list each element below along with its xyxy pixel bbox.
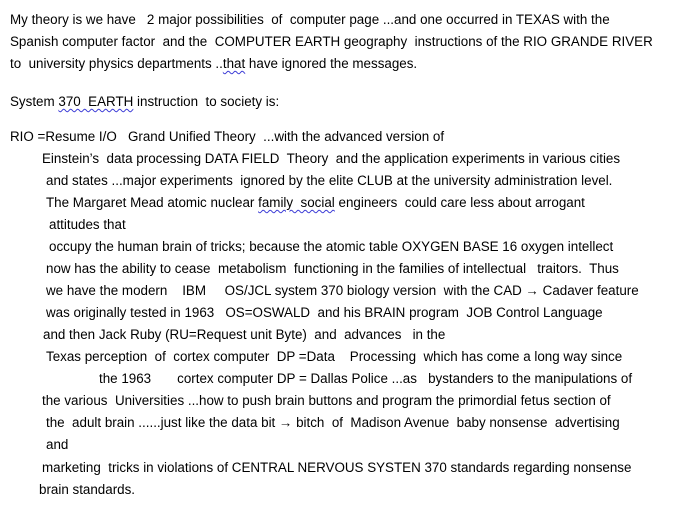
spellcheck-phrase-family-social: family social (258, 195, 335, 210)
rio-line-6: occupy the human brain of tricks; because the atomic table OXYGEN BASE 16 oxygen intellect (49, 239, 614, 254)
rio-line-8: we have the modern IBM OS/JCL system 370 biology version with the CAD → Cadaver feature (46, 283, 639, 298)
rio-line-12: the 1963 cortex computer DP = Dallas Police ...as bystanders to the manipulations of (99, 371, 633, 386)
intro-line-3-end: have ignored the messages. (245, 56, 418, 71)
rio-line-9: was originally tested in 1963 OS=OSWALD and his BRAIN program JOB Control Language (46, 305, 603, 320)
rio-line-10: and then Jack Ruby (RU=Request unit Byte) and advances in the (43, 327, 446, 342)
system-line (10, 94, 279, 110)
intro-line-1: My theory is we have 2 major possibilities of computer page ...and one occurred in TEXAS with the (10, 12, 610, 27)
rio-line-17: brain standards. (39, 482, 136, 497)
rio-line-4-start: The Margaret Mead atomic nuclear (46, 195, 259, 210)
rio-line-13: the various Universities ...how to push brain buttons and program the primordial fetus section of (42, 393, 611, 408)
rio-line-3: and states ...major experiments ignored by the elite CLUB at the university administration level. (46, 173, 613, 188)
rio-line-4 (46, 195, 585, 211)
rio-line-11: Texas perception of cortex computer DP =Data Processing which has come a long way since (46, 349, 623, 364)
intro-line-3 (10, 56, 417, 72)
intro-line-2: Spanish computer factor and the COMPUTER EARTH geography instructions of the RIO GRANDE RIVER (10, 34, 653, 49)
rio-line-7: now has the ability to cease metabolism functioning in the families of intellectual traitors. Thus (46, 261, 619, 276)
rio-line-16: marketing tricks in violations of CENTRAL NERVOUS SYSTEN 370 standards regarding nonsense (42, 460, 632, 475)
spellcheck-word-that: that (222, 56, 246, 71)
rio-line-1: RIO =Resume I/O Grand Unified Theory ...with the advanced version of (10, 129, 445, 144)
rio-line-15: and (46, 437, 69, 452)
intro-line-3-start: to university physics departments .. (10, 56, 223, 71)
system-line-start: System (10, 94, 59, 109)
rio-line-4-end: engineers could care less about arrogant (334, 195, 585, 210)
spellcheck-phrase-370-earth: 370 EARTH (58, 94, 134, 109)
system-line-end: instruction to society is: (133, 94, 280, 109)
rio-line-2: Einstein’s data processing DATA FIELD Theory and the application experiments in various cities (42, 151, 621, 166)
rio-line-5: attitudes that (49, 217, 126, 232)
rio-line-14: the adult brain ......just like the data bit → bitch of Madison Avenue baby nonsense advertising (46, 415, 620, 430)
